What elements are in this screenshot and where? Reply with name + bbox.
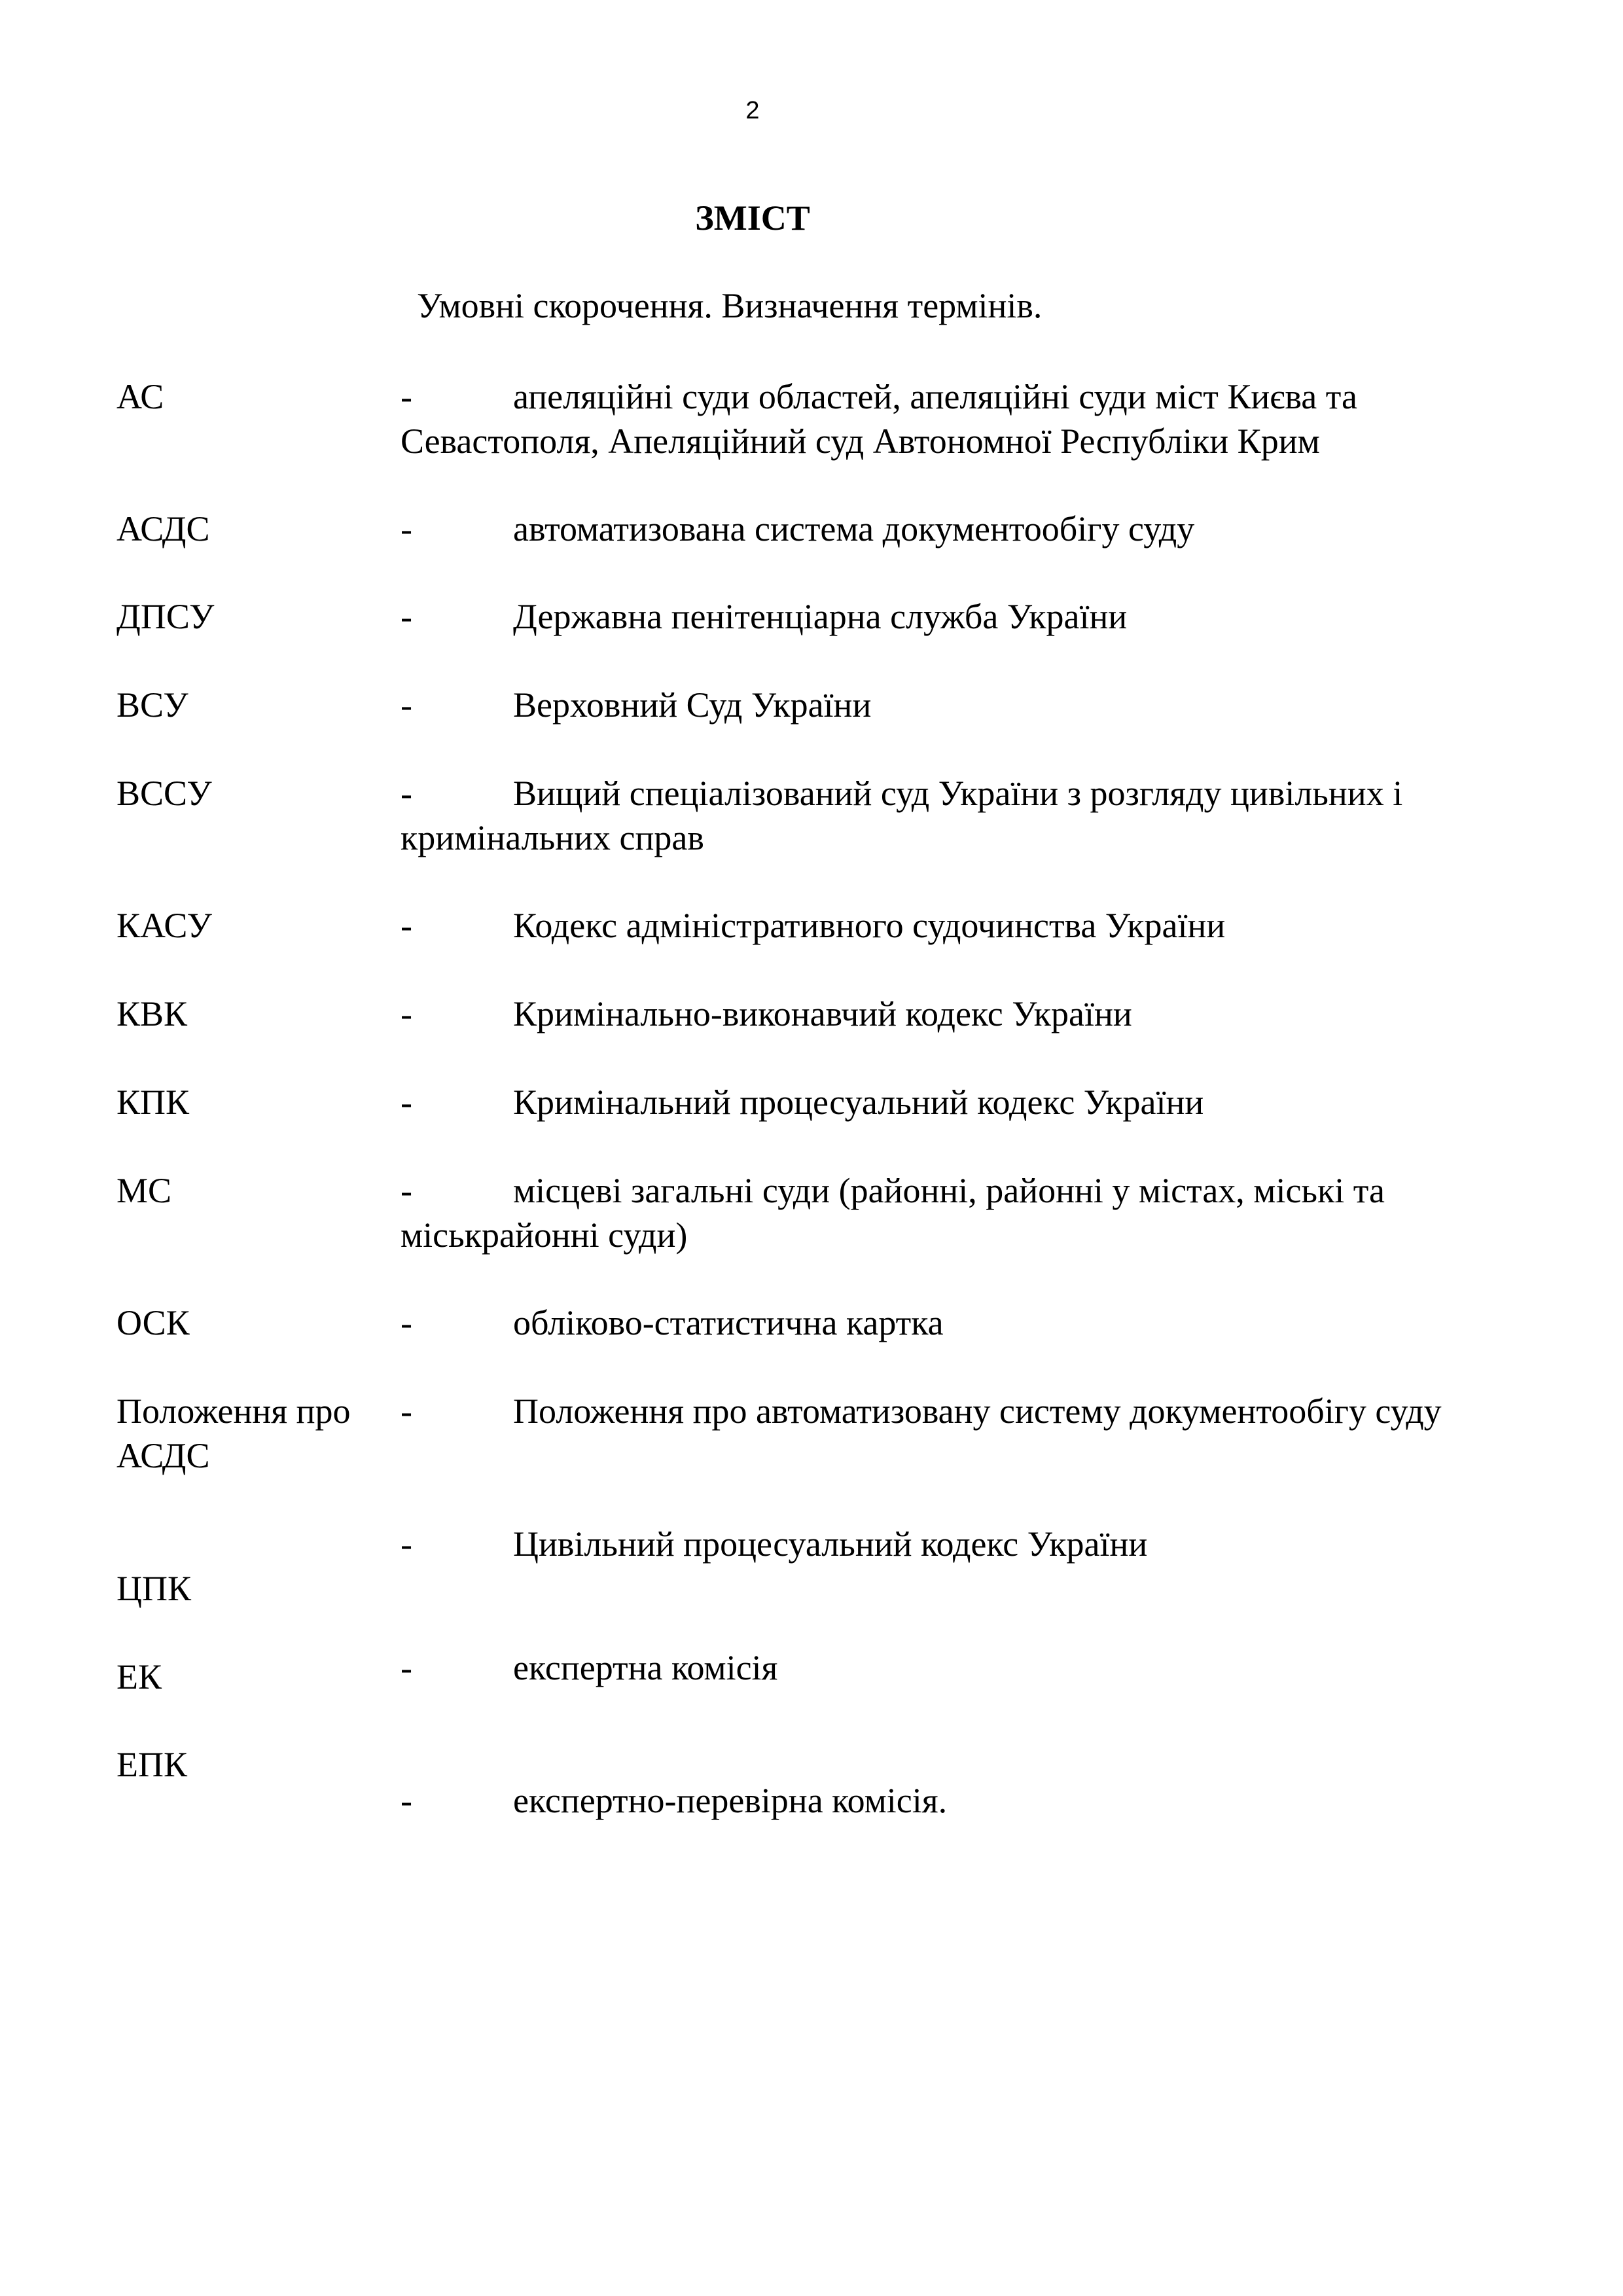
entry-definition-text: апеляційні суди областей, апеляційні суди міст Києва та Севастополя, Апеляційний суд Автономної Республіки Крим: [401, 377, 1357, 461]
entry-abbreviation: КПК: [116, 1083, 190, 1122]
entry-dash: -: [401, 685, 412, 725]
entry-definition-text: Вищий спеціалізований суд України з розгляду цивільних і кримінальних справ: [401, 774, 1403, 857]
entry-abbreviation: АС: [116, 377, 164, 416]
entry-definition-text: обліково-статистична картка: [513, 1303, 944, 1342]
entry-abbreviation: Положення про АСДС: [116, 1391, 351, 1475]
entry-abbreviation: КВК: [116, 994, 188, 1033]
entry-definition: [401, 1389, 1474, 1433]
entry-dash: -: [401, 906, 412, 945]
entry-abbreviation: ОСК: [116, 1303, 190, 1342]
entry-dash: -: [401, 377, 412, 416]
entry-definition-text: Кримінальний процесуальний кодекс України: [513, 1083, 1204, 1122]
entry-definition-text: Кодекс адміністративного судочинства України: [513, 906, 1226, 945]
entry-definition-text: місцеві загальні суди (районні, районні у містах, міські та міськрайонні суди): [401, 1171, 1385, 1255]
entry-dash: -: [401, 1781, 412, 1820]
entry-abbreviation: ЕК: [116, 1657, 162, 1696]
entry-definition: [401, 1778, 1474, 1823]
entry-abbreviation: ЦПК: [116, 1569, 192, 1608]
entry-definition: [401, 1168, 1474, 1257]
entry-definition-text: Кримінально-виконавчий кодекс України: [513, 994, 1132, 1033]
entry-dash: -: [401, 1083, 412, 1122]
entry-definition-text: автоматизована система документообігу суду: [513, 509, 1195, 548]
entry-dash: -: [401, 774, 412, 813]
page-title: ЗМІСТ: [695, 198, 810, 238]
entry-abbreviation: МС: [116, 1171, 172, 1210]
entry-dash: -: [401, 509, 412, 548]
entry-definition: [401, 507, 1474, 551]
entry-abbreviation: АСДС: [116, 509, 210, 548]
entry-dash: -: [401, 1391, 412, 1431]
page-number: 2: [745, 97, 760, 124]
entry-dash: -: [401, 1303, 412, 1342]
entry-definition: [401, 992, 1474, 1036]
entry-definition-text: Державна пенітенціарна служба України: [513, 597, 1128, 636]
entry-abbreviation: ДПСУ: [116, 597, 215, 636]
entry-abbreviation: КАСУ: [116, 906, 212, 945]
entry-definition: [401, 1522, 1474, 1566]
entry-definition: [401, 1300, 1474, 1345]
entry-definition: [401, 1080, 1474, 1124]
section-subtitle: Умовні скорочення. Визначення термінів.: [417, 286, 1043, 325]
entry-definition: [401, 594, 1474, 639]
entry-dash: -: [401, 1171, 412, 1210]
entry-abbreviation: ВССУ: [116, 774, 212, 813]
entry-dash: -: [401, 994, 412, 1033]
entry-dash: -: [401, 1648, 412, 1687]
entry-definition: [401, 374, 1474, 463]
entry-definition-text: Верховний Суд України: [513, 685, 872, 725]
entry-dash: -: [401, 1524, 412, 1564]
entry-definition-text: Положення про автоматизовану систему документообігу суду: [513, 1391, 1442, 1431]
entry-abbreviation: ВСУ: [116, 685, 188, 725]
entry-definition: [401, 1645, 1474, 1690]
entry-definition-text: експертно-перевірна комісія.: [513, 1781, 948, 1820]
entry-dash: -: [401, 597, 412, 636]
entry-definition: [401, 683, 1474, 727]
entry-abbreviation: ЕПК: [116, 1745, 187, 1784]
entry-definition: [401, 903, 1474, 948]
entry-definition-text: Цивільний процесуальний кодекс України: [513, 1524, 1148, 1564]
entry-definition-text: експертна комісія: [513, 1648, 778, 1687]
entry-definition: [401, 771, 1474, 860]
